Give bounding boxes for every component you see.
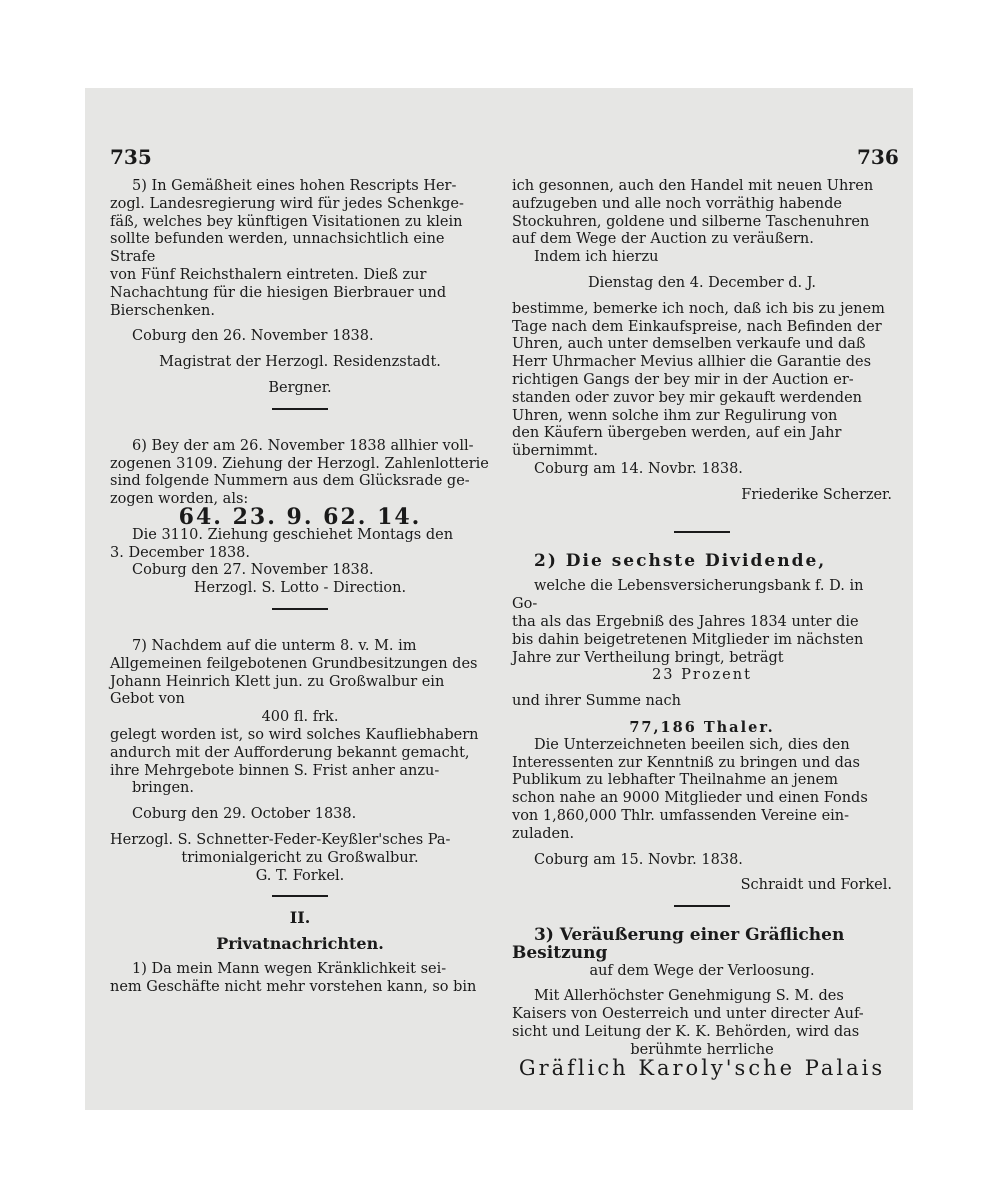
- text-line: standen oder zuvor bey mir gekauft werdenden: [512, 389, 862, 406]
- text-line: Die 3110. Ziehung geschiehet Montags den: [132, 526, 454, 543]
- text-line: nem Geschäfte nicht mehr vorstehen kann, so bin: [110, 978, 477, 995]
- text-line: richtigen Gangs der bey mir in der Auction er-: [512, 371, 854, 388]
- text-line: Indem ich hierzu: [534, 249, 659, 266]
- text-line: von 1,860,000 Thlr. umfassenden Vereine ein-: [512, 807, 850, 824]
- text-line: bestimme, bemerke ich noch, daß ich bis zu jenem: [512, 300, 885, 317]
- private-notice-1: [512, 178, 892, 505]
- text-line: sind folgende Nummern aus dem Glücksrade ge-: [110, 473, 470, 490]
- text-line: von Fünf Reichsthalern eintreten. Dieß zur: [110, 266, 427, 283]
- text-line: gelegt worden ist, so wird solches Kaufliebhabern: [110, 726, 479, 743]
- notice-5: [110, 178, 490, 398]
- private-notice-2: [512, 550, 892, 896]
- notice-signature: Magistrat der Herzogl. Residenzstadt.: [159, 354, 441, 371]
- text-line: sicht und Leitung der K. K. Behörden, wird das: [512, 1024, 860, 1041]
- text-line: zogenen 3109. Ziehung der Herzogl. Zahlenlotterie: [110, 455, 489, 472]
- dividend-percent: 23 Prozent: [652, 667, 752, 684]
- text-line: und ihrer Summe nach: [512, 693, 682, 710]
- divider: [674, 531, 730, 533]
- auction-day: Dienstag den 4. December d. J.: [587, 274, 817, 291]
- notice-signature: Herzogl. S. Lotto - Direction.: [193, 580, 407, 597]
- section-title: Privatnachrichten.: [216, 934, 384, 954]
- text-line: 7) Nachdem auf die unterm 8. v. M. im: [132, 637, 417, 654]
- text-line: 3. December 1838.: [110, 544, 251, 561]
- text-line: andurch mit der Aufforderung bekannt gemacht,: [110, 744, 470, 761]
- text-line: sollte befunden werden, unnachsichtlich eine Strafe: [110, 231, 445, 266]
- text-line: Die Unterzeichneten beeilen sich, dies den: [534, 736, 850, 753]
- notice-date: Coburg den 29. October 1838.: [132, 806, 357, 823]
- notice-date: Coburg den 27. November 1838.: [132, 562, 374, 579]
- text-line: Jahre zur Vertheilung bringt, beträgt: [512, 649, 784, 666]
- notice-heading: 2) Die sechste Dividende,: [534, 550, 827, 571]
- notice-date: Coburg den 26. November 1838.: [132, 328, 374, 345]
- text-line: ich gesonnen, auch den Handel mit neuen Uhren: [512, 178, 874, 194]
- notice-heading: 3) Veräußerung einer Gräflichen Besitzung: [512, 925, 845, 963]
- notice-signature: Bergner.: [268, 379, 332, 396]
- text-line: Tage nach dem Einkaufspreise, nach Befinden der: [512, 318, 882, 335]
- bid-amount: 400 fl. frk.: [261, 709, 339, 726]
- notice-date: Coburg am 15. Novbr. 1838.: [534, 851, 743, 868]
- notice-signature: Herzogl. S. Schnetter-Feder-Keyßler'sches Pa-: [110, 831, 451, 848]
- text-line: zuladen.: [512, 825, 575, 842]
- text-line: bringen.: [132, 780, 195, 797]
- text-line: auf dem Wege der Auction zu veräußern.: [512, 231, 814, 248]
- text-line: aufzugeben und alle noch vorräthig habende: [512, 195, 842, 212]
- text-line: berühmte herrliche: [630, 1041, 774, 1058]
- lottery-numbers: 64. 23. 9. 62. 14.: [178, 503, 422, 530]
- notice-signature: Friederike Scherzer.: [741, 486, 892, 503]
- page-number-left: 735: [110, 145, 152, 169]
- text-line: 6) Bey der am 26. November 1838 allhier voll-: [132, 437, 474, 454]
- right-column: [512, 178, 892, 1080]
- text-line: Nachachtung für die hiesigen Bierbrauer und: [110, 284, 447, 301]
- page-number-right: 736: [857, 145, 899, 169]
- text-line: den Käufern übergeben werden, auf ein Jahr: [512, 425, 842, 442]
- divider: [272, 895, 328, 897]
- dividend-amount: 77,186 Thaler.: [629, 718, 775, 736]
- text-line: Bierschenken.: [110, 302, 215, 319]
- notice-7: [110, 638, 490, 885]
- text-line: welche die Lebensversicherungsbank f. D. in Go-: [512, 578, 864, 613]
- divider: [272, 408, 328, 410]
- text-line: Mit Allerhöchster Genehmigung S. M. des: [534, 988, 844, 1005]
- text-line: Publikum zu lebhafter Theilnahme an jenem: [512, 772, 838, 789]
- text-line: 1) Da mein Mann wegen Kränklichkeit sei-: [132, 960, 447, 977]
- notice-subheading: auf dem Wege der Verloosung.: [589, 962, 815, 979]
- text-line: ihre Mehrgebote binnen S. Frist anher anzu-: [110, 762, 440, 779]
- divider: [272, 608, 328, 610]
- notice-signature: G. T. Forkel.: [255, 867, 345, 884]
- text-line: Uhren, auch unter demselben verkaufe und daß: [512, 336, 866, 353]
- notice-6: [110, 438, 490, 598]
- text-line: bis dahin beigetretenen Mitglieder im nächsten: [512, 631, 864, 648]
- text-line: Johann Heinrich Klett jun. zu Großwalbur ein: [110, 673, 445, 690]
- text-line: tha als das Ergebniß des Jahres 1834 unter die: [512, 613, 859, 630]
- text-line: Gebot von: [110, 691, 185, 708]
- private-notice-3: [512, 925, 892, 1080]
- notice-date: Coburg am 14. Novbr. 1838.: [534, 460, 743, 477]
- text-line: Interessenten zur Kenntniß zu bringen und das: [512, 754, 860, 771]
- section-number: II.: [289, 908, 311, 928]
- text-line: Uhren, wenn solche ihm zur Regulirung von: [512, 407, 838, 424]
- text-line: zogl. Landesregierung wird für jedes Schenkge-: [110, 195, 464, 212]
- text-line: übernimmt.: [512, 443, 599, 460]
- text-line: Allgemeinen feilgebotenen Grundbesitzungen des: [110, 655, 478, 672]
- text-line: Herr Uhrmacher Mevius allhier die Garantie des: [512, 354, 872, 371]
- text-line: Stockuhren, goldene und silberne Taschenuhren: [512, 213, 870, 230]
- divider: [674, 905, 730, 907]
- text-line: zogen worden, als:: [110, 491, 249, 508]
- notice-signature: Schraidt und Forkel.: [740, 877, 892, 894]
- text-line: Kaisers von Oesterreich und unter directer Auf-: [512, 1006, 864, 1023]
- text-line: 5) In Gemäßheit eines hohen Rescripts Her-: [132, 178, 457, 194]
- palais-name: Gräflich Karoly'sche Palais: [518, 1055, 886, 1080]
- text-line: fäß, welches bey künftigen Visitationen zu klein: [110, 213, 463, 230]
- text-line: schon nahe an 9000 Mitglieder und einen Fonds: [512, 790, 868, 807]
- left-column: [110, 178, 490, 996]
- notice-signature: trimonialgericht zu Großwalbur.: [181, 849, 419, 866]
